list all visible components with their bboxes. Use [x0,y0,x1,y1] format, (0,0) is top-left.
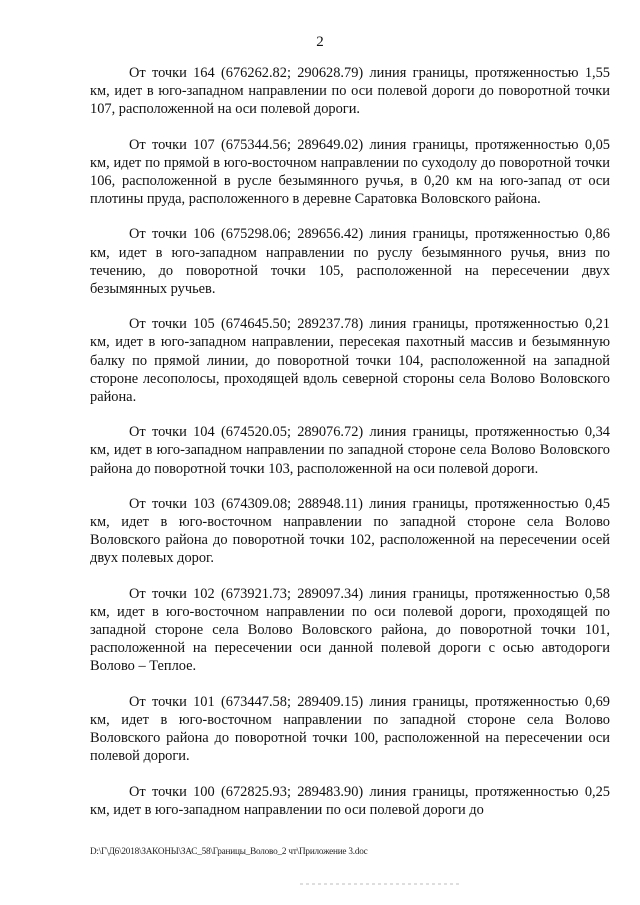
paragraph: От точки 106 (675298.06; 289656.42) линия границы, протяженностью 0,86 км, идет в юго-западном направлении по руслу безымянного ручья, вниз по течению, до поворотной точки 105, расположенной на пересечении двух безымянных ручьев. [90,226,610,298]
page-number: 2 [316,34,324,50]
paragraph: От точки 104 (674520.05; 289076.72) линия границы, протяженностью 0,34 км, идет в юго-западном направлении по западной стороне села Волово Воловского района до поворотной точки 103, расположенной на оси полевой дороги. [90,424,610,477]
scan-artifact [300,883,460,885]
paragraph: От точки 103 (674309.08; 288948.11) линия границы, протяженностью 0,45 км, идет в юго-восточном направлении по западной стороне села Волово Воловского района до поворотной точки 102, расположенной на пересечении осей двух полевых дорог. [90,495,610,567]
paragraph: От точки 164 (676262.82; 290628.79) линия границы, протяженностью 1,55 км, идет в юго-западном направлении по оси полевой дороги до поворотной точки 107, расположенной на оси полевой дороги. [90,65,610,118]
document-body [90,64,610,836]
paragraph: От точки 101 (673447.58; 289409.15) линия границы, протяженностью 0,69 км, идет в юго-восточном направлении по западной стороне села Волово Воловского района до поворотной точки 100, расположенной на пересечении оси полевой дороги. [90,693,610,765]
footer-file-path: D:\Г\Д6\2018\ЗАКОНЫ\ЗАС_58\Границы_Волово_2 чт\Приложение 3.doc [90,846,368,856]
paragraph: От точки 100 (672825.93; 289483.90) линия границы, протяженностью 0,25 км, идет в юго-западном направлении по оси полевой дороги до [90,783,610,818]
paragraph: От точки 102 (673921.73; 289097.34) линия границы, протяженностью 0,58 км, идет в юго-восточном направлении по оси полевой дороги, проходящей по западной стороне села Волово Воловского района, до поворотной точки 101, расположенной на пересечении оси данной полевой дороги с осью автодороги Волово – Теплое. [90,585,610,675]
paragraph: От точки 107 (675344.56; 289649.02) линия границы, протяженностью 0,05 км, идет по прямой в юго-восточном направлении по суходолу до поворотной точки 106, расположенной в русле безымянного ручья, в 0,20 км на юго-запад от оси плотины пруда, расположенного в деревне Саратовка Воловского района. [90,136,610,208]
paragraph: От точки 105 (674645.50; 289237.78) линия границы, протяженностью 0,21 км, идет в юго-западном направлении, пересекая пахотный массив и безымянную балку по прямой линии, до поворотной точки 104, расположенной на западной стороне лесополосы, проходящей вдоль северной стороны села Волово Воловского района. [90,316,610,406]
